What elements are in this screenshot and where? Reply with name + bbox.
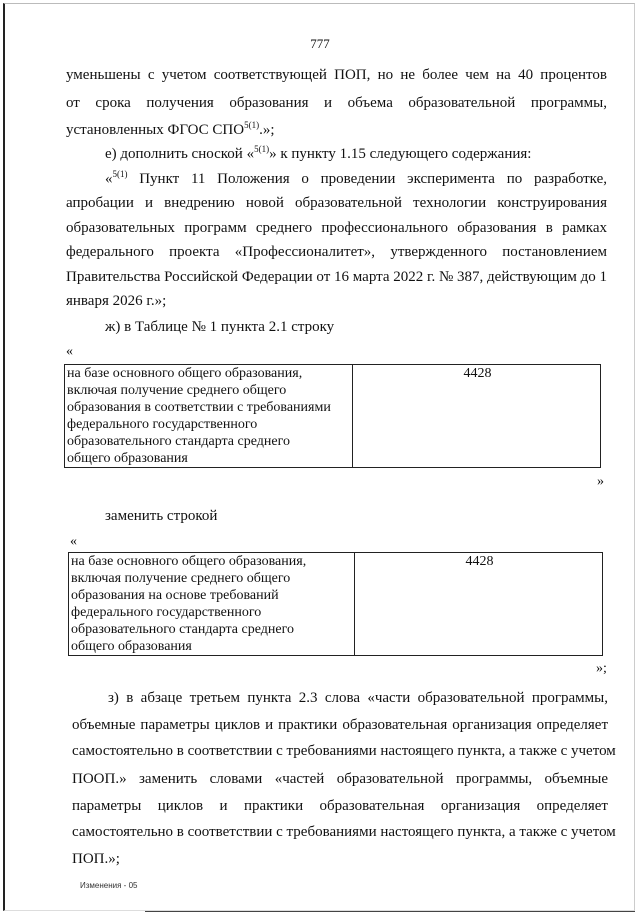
footnote-line [105, 170, 607, 188]
close-quote: »; [596, 661, 607, 676]
table-row [65, 365, 601, 468]
paragraph-line: от срока получения образования и объема образовательной программы, [66, 95, 607, 111]
page-number: 777 [310, 36, 330, 51]
paragraph-z-line: объемные параметры циклов и практики образовательная организация определяет [72, 717, 608, 733]
footnote-line: апробации и внедрению новой образовательной технологии конструирования [66, 195, 607, 211]
cell-line: федерального государственного [71, 605, 262, 620]
footnote-line: Правительства Российской Федерации от 16 марта 2022 г. № 387, действующим до 1 [66, 269, 608, 285]
text-fragment: .»; [259, 122, 275, 138]
footnote-line: января 2026 г.»; [66, 293, 167, 309]
paragraph-e [105, 145, 531, 163]
text-fragment: е) дополнить сноской « [105, 146, 255, 162]
text-fragment: установленных ФГОС СПО [66, 122, 245, 138]
table-cell-text [69, 553, 355, 656]
footnote-line: образовательных программ среднего профессионального образования в рамках [66, 220, 607, 236]
bottom-rule [145, 911, 635, 912]
paragraph-line [66, 121, 275, 139]
text-fragment: Пункт 11 Положения о проведении эксперимента по разработке, [127, 171, 607, 187]
paragraph-zh: ж) в Таблице № 1 пункта 2.1 строку [105, 319, 335, 335]
cell-line: общего образования [67, 451, 188, 466]
text-fragment: « [105, 171, 113, 187]
text-fragment: » к пункту 1.15 следующего содержания: [269, 146, 532, 162]
cell-line: включая получение среднего общего [67, 383, 287, 398]
paragraph-z-line: ПОП.»; [72, 851, 120, 867]
cell-line: образовательного стандарта среднего [67, 434, 290, 449]
footnote-ref: 5(1) [112, 169, 128, 179]
open-quote: « [70, 534, 77, 549]
cell-line: на базе основного общего образования, [67, 366, 303, 381]
cell-line: образования на основе требований [71, 588, 279, 603]
table-cell-value: 4428 [355, 553, 603, 656]
footer-note: Изменения - 05 [80, 881, 138, 890]
cell-line: включая получение среднего общего [71, 571, 291, 586]
paragraph-z-line: самостоятельно в соответствии с требованиями настоящего пункта, а также с учетом [72, 824, 616, 840]
paragraph-z-line: параметры циклов и практики образовательная организация определяет [72, 798, 608, 814]
table-old-row [64, 364, 601, 468]
cell-line: образовательного стандарта среднего [71, 622, 294, 637]
footnote-ref: 5(1) [254, 144, 270, 154]
replace-with-label: заменить строкой [105, 508, 218, 524]
table-cell-value: 4428 [353, 365, 601, 468]
footnote-line: федерального проекта «Профессионалитет», утвержденного постановлением [66, 244, 607, 260]
footnote-ref: 5(1) [244, 120, 260, 130]
table-new-row [68, 552, 603, 656]
close-quote: » [597, 474, 604, 489]
cell-line: на базе основного общего образования, [71, 554, 307, 569]
paragraph-z-line: ПООП.» заменить словами «частей образовательной программы, объемные [72, 771, 608, 787]
paragraph-z-line: самостоятельно в соответствии с требованиями настоящего пункта, а также с учетом [72, 743, 616, 759]
paragraph-line: уменьшены с учетом соответствующей ПОП, но не более чем на 40 процентов [66, 67, 607, 83]
cell-line: общего образования [71, 639, 192, 654]
paragraph-z-line: з) в абзаце третьем пункта 2.3 слова «части образовательной программы, [108, 690, 608, 706]
open-quote: « [66, 344, 73, 359]
table-row [69, 553, 603, 656]
cell-line: федерального государственного [67, 417, 258, 432]
table-cell-text [65, 365, 353, 468]
cell-line: образования в соответствии с требованиями [67, 400, 331, 415]
